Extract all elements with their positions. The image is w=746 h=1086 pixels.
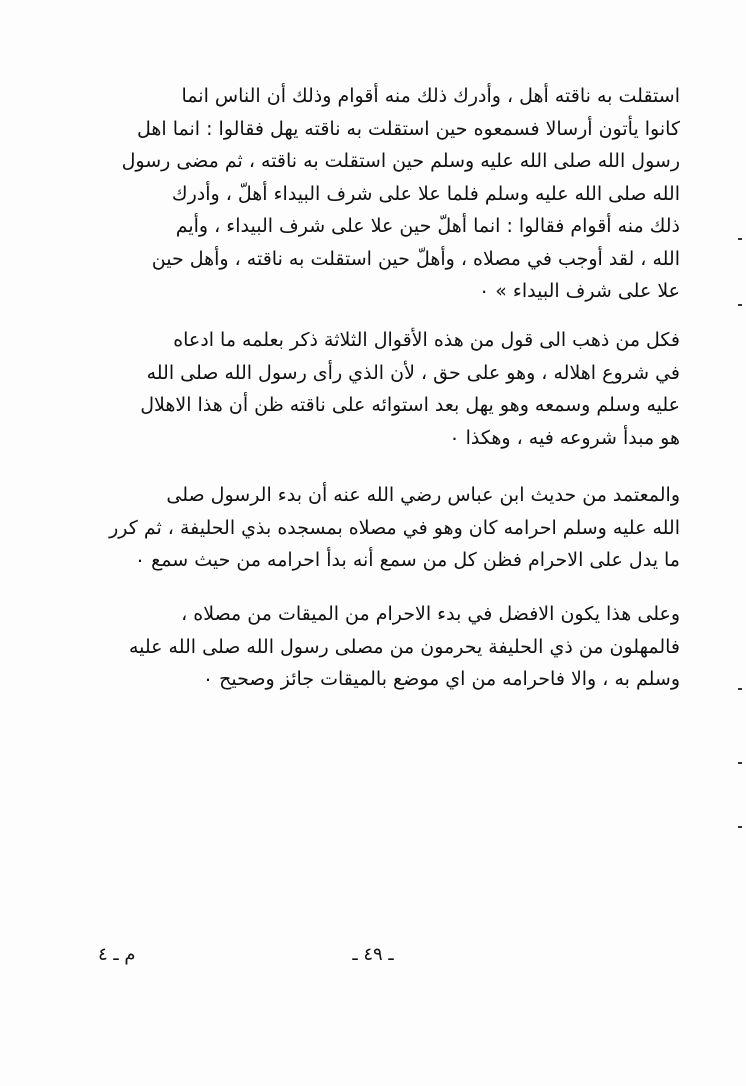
scan-artifact	[738, 238, 742, 240]
scan-artifact	[738, 304, 742, 306]
text-line: وعلى هذا يكون الافضل في بدء الاحرام من الميقات من مصلاه ،	[181, 603, 680, 625]
text-line: هو مبدأ شروعه فيه ، وهكذا ٠	[449, 426, 680, 449]
text-line: الله عليه وسلم احرامه كان وهو في مصلاه بمسجده بذي الحليفة ، ثم كرر	[109, 516, 680, 539]
text-line: كانوا يأتون أرسالا فسمعوه حين استقلت به ناقته يهل فقالوا : انما اهل	[137, 117, 680, 140]
text-line: وسلم به ، والا فاحرامه من اي موضع بالميقات جائز وصحيح ٠	[202, 668, 680, 690]
text-line: عليه وسلم وسمعه وهو يهل بعد استوائه على ناقته ظن أن هذا الاهلال	[140, 394, 680, 416]
paragraph-2	[80, 324, 680, 454]
scan-artifact	[738, 826, 742, 828]
text-line: في شروع اهلاله ، وهو على حق ، لأن الذي رأى رسول الله صلى الله	[146, 361, 680, 384]
text-line: ما يدل على الاحرام فظن كل من سمع أنه بدأ احرامه من حيث سمع ٠	[134, 549, 680, 571]
text-line: الله ، لقد أوجب في مصلاه ، وأهلّ حين استقلت به ناقته ، وأهل حين	[151, 247, 680, 270]
text-line: فكل من ذهب الى قول من هذه الأقوال الثلاثة ذكر بعلمه ما ادعاه	[173, 329, 680, 351]
page-number: ـ ٤٩ ـ	[352, 944, 394, 965]
text-line: ذلك منه أقوام فقالوا : انما أهلّ حين علا على شرف البيداء ، وأيم	[175, 215, 680, 237]
paragraph-3	[80, 479, 680, 577]
text-line: استقلت به ناقته أهل ، وأدرك ذلك منه أقوام وذلك أن الناس انما	[181, 85, 680, 107]
scan-artifact	[738, 688, 742, 690]
text-line: والمعتمد من حديث ابن عباس رضي الله عنه أن بدء الرسول صلى	[166, 484, 680, 506]
text-line: علا على شرف البيداء » ٠	[479, 280, 680, 302]
text-line: رسول الله صلى الله عليه وسلم حين استقلت به ناقته ، ثم مضى رسول	[121, 150, 680, 172]
signature-mark: م ـ ٤	[98, 944, 136, 965]
paragraph-4	[80, 598, 680, 696]
paragraph-1	[80, 80, 680, 308]
text-line: الله صلى الله عليه وسلم فلما علا على شرف البيداء أهلّ ، وأدرك	[171, 182, 680, 205]
scan-artifact	[738, 762, 742, 764]
text-line: فالمهلون من ذي الحليفة يحرمون من مصلى رسول الله صلى الله عليه	[128, 635, 680, 658]
